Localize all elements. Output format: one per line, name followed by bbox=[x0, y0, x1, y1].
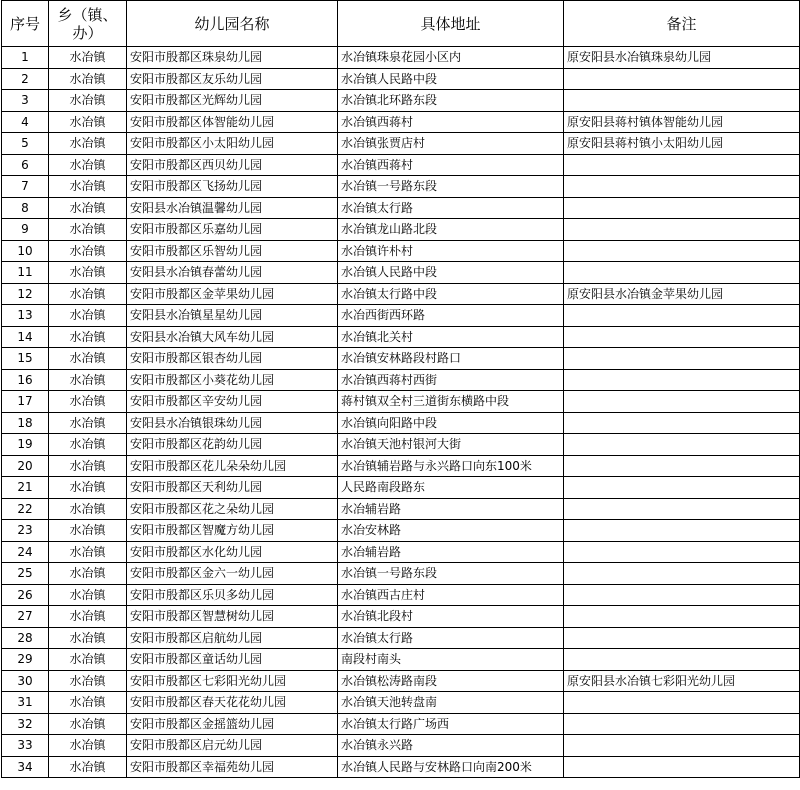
cell-kindergarten-name: 安阳市殷都区金苹果幼儿园 bbox=[127, 283, 338, 305]
cell-kindergarten-name: 安阳市殷都区西贝幼儿园 bbox=[127, 154, 338, 176]
cell-kindergarten-name: 安阳市殷都区银杏幼儿园 bbox=[127, 348, 338, 370]
cell-kindergarten-name: 安阳市殷都区金六一幼儿园 bbox=[127, 563, 338, 585]
cell-township: 水冶镇 bbox=[49, 240, 127, 262]
cell-address: 水冶镇太行路中段 bbox=[338, 283, 564, 305]
cell-township: 水冶镇 bbox=[49, 133, 127, 155]
cell-serial: 24 bbox=[2, 541, 49, 563]
cell-kindergarten-name: 安阳市殷都区天利幼儿园 bbox=[127, 477, 338, 499]
cell-township: 水冶镇 bbox=[49, 348, 127, 370]
cell-township: 水冶镇 bbox=[49, 391, 127, 413]
cell-address: 南段村南头 bbox=[338, 649, 564, 671]
cell-kindergarten-name: 安阳市殷都区金摇篮幼儿园 bbox=[127, 713, 338, 735]
cell-address: 水冶镇太行路 bbox=[338, 197, 564, 219]
cell-remarks bbox=[564, 326, 800, 348]
cell-kindergarten-name: 安阳市殷都区友乐幼儿园 bbox=[127, 68, 338, 90]
cell-township: 水冶镇 bbox=[49, 455, 127, 477]
cell-remarks bbox=[564, 176, 800, 198]
cell-kindergarten-name: 安阳市殷都区花之朵幼儿园 bbox=[127, 498, 338, 520]
cell-township: 水冶镇 bbox=[49, 520, 127, 542]
cell-address: 水冶镇太行路广场西 bbox=[338, 713, 564, 735]
cell-address: 水冶镇珠泉花园小区内 bbox=[338, 47, 564, 69]
cell-address: 水冶辅岩路 bbox=[338, 541, 564, 563]
cell-township: 水冶镇 bbox=[49, 369, 127, 391]
cell-serial: 27 bbox=[2, 606, 49, 628]
table-row bbox=[2, 369, 800, 391]
table-row bbox=[2, 197, 800, 219]
cell-serial: 32 bbox=[2, 713, 49, 735]
cell-township: 水冶镇 bbox=[49, 692, 127, 714]
cell-kindergarten-name: 安阳市殷都区飞扬幼儿园 bbox=[127, 176, 338, 198]
cell-serial: 16 bbox=[2, 369, 49, 391]
cell-kindergarten-name: 安阳市殷都区小葵花幼儿园 bbox=[127, 369, 338, 391]
cell-address: 水冶镇西蒋村西街 bbox=[338, 369, 564, 391]
cell-kindergarten-name: 安阳市殷都区小太阳幼儿园 bbox=[127, 133, 338, 155]
cell-kindergarten-name: 安阳市殷都区乐贝多幼儿园 bbox=[127, 584, 338, 606]
table-row bbox=[2, 455, 800, 477]
header-remarks: 备注 bbox=[564, 1, 800, 47]
cell-kindergarten-name: 安阳县水冶镇温馨幼儿园 bbox=[127, 197, 338, 219]
cell-township: 水冶镇 bbox=[49, 735, 127, 757]
cell-kindergarten-name: 安阳市殷都区辛安幼儿园 bbox=[127, 391, 338, 413]
cell-address: 水冶镇一号路东段 bbox=[338, 176, 564, 198]
cell-township: 水冶镇 bbox=[49, 326, 127, 348]
header-kindergarten-name: 幼儿园名称 bbox=[127, 1, 338, 47]
cell-address: 水冶西街西环路 bbox=[338, 305, 564, 327]
cell-remarks bbox=[564, 756, 800, 778]
cell-township: 水冶镇 bbox=[49, 283, 127, 305]
cell-serial: 7 bbox=[2, 176, 49, 198]
cell-remarks bbox=[564, 563, 800, 585]
cell-remarks bbox=[564, 713, 800, 735]
table-row bbox=[2, 735, 800, 757]
table-row bbox=[2, 283, 800, 305]
table-row bbox=[2, 649, 800, 671]
cell-serial: 25 bbox=[2, 563, 49, 585]
cell-remarks bbox=[564, 305, 800, 327]
table-row bbox=[2, 670, 800, 692]
cell-serial: 18 bbox=[2, 412, 49, 434]
cell-address: 水冶镇天池村银河大街 bbox=[338, 434, 564, 456]
cell-serial: 3 bbox=[2, 90, 49, 112]
cell-township: 水冶镇 bbox=[49, 176, 127, 198]
kindergarten-table bbox=[1, 0, 800, 778]
cell-serial: 8 bbox=[2, 197, 49, 219]
cell-serial: 12 bbox=[2, 283, 49, 305]
cell-remarks bbox=[564, 219, 800, 241]
cell-serial: 22 bbox=[2, 498, 49, 520]
cell-township: 水冶镇 bbox=[49, 498, 127, 520]
cell-remarks bbox=[564, 412, 800, 434]
cell-address: 水冶镇辅岩路与永兴路口向东100米 bbox=[338, 455, 564, 477]
cell-serial: 29 bbox=[2, 649, 49, 671]
cell-remarks bbox=[564, 627, 800, 649]
cell-kindergarten-name: 安阳市殷都区花儿朵朵幼儿园 bbox=[127, 455, 338, 477]
cell-serial: 13 bbox=[2, 305, 49, 327]
table-row bbox=[2, 111, 800, 133]
cell-township: 水冶镇 bbox=[49, 434, 127, 456]
table-row bbox=[2, 47, 800, 69]
cell-kindergarten-name: 安阳市殷都区珠泉幼儿园 bbox=[127, 47, 338, 69]
cell-remarks bbox=[564, 262, 800, 284]
cell-serial: 4 bbox=[2, 111, 49, 133]
header-serial: 序号 bbox=[2, 1, 49, 47]
table-row bbox=[2, 434, 800, 456]
cell-remarks bbox=[564, 520, 800, 542]
cell-kindergarten-name: 安阳市殷都区智魔方幼儿园 bbox=[127, 520, 338, 542]
cell-address: 水冶镇张贾店村 bbox=[338, 133, 564, 155]
cell-address: 水冶镇人民路中段 bbox=[338, 68, 564, 90]
cell-township: 水冶镇 bbox=[49, 111, 127, 133]
cell-kindergarten-name: 安阳市殷都区智慧树幼儿园 bbox=[127, 606, 338, 628]
table-row bbox=[2, 219, 800, 241]
cell-address: 水冶镇向阳路中段 bbox=[338, 412, 564, 434]
cell-township: 水冶镇 bbox=[49, 563, 127, 585]
cell-address: 水冶镇一号路东段 bbox=[338, 563, 564, 585]
cell-serial: 28 bbox=[2, 627, 49, 649]
cell-kindergarten-name: 安阳市殷都区乐智幼儿园 bbox=[127, 240, 338, 262]
cell-address: 水冶镇人民路中段 bbox=[338, 262, 564, 284]
cell-remarks bbox=[564, 606, 800, 628]
cell-address: 水冶镇北关村 bbox=[338, 326, 564, 348]
cell-township: 水冶镇 bbox=[49, 197, 127, 219]
cell-serial: 21 bbox=[2, 477, 49, 499]
cell-remarks bbox=[564, 498, 800, 520]
cell-address: 水冶镇安林路段村路口 bbox=[338, 348, 564, 370]
cell-kindergarten-name: 安阳市殷都区乐嘉幼儿园 bbox=[127, 219, 338, 241]
cell-address: 水冶镇太行路 bbox=[338, 627, 564, 649]
cell-remarks bbox=[564, 692, 800, 714]
cell-kindergarten-name: 安阳市殷都区水化幼儿园 bbox=[127, 541, 338, 563]
table-row bbox=[2, 133, 800, 155]
table-row bbox=[2, 348, 800, 370]
header-township: 乡（镇、办） bbox=[49, 1, 127, 47]
cell-township: 水冶镇 bbox=[49, 584, 127, 606]
cell-remarks bbox=[564, 541, 800, 563]
cell-remarks: 原安阳县蒋村镇体智能幼儿园 bbox=[564, 111, 800, 133]
table-row bbox=[2, 627, 800, 649]
cell-kindergarten-name: 安阳市殷都区启航幼儿园 bbox=[127, 627, 338, 649]
table-row bbox=[2, 756, 800, 778]
cell-remarks: 原安阳县蒋村镇小太阳幼儿园 bbox=[564, 133, 800, 155]
cell-remarks bbox=[564, 434, 800, 456]
cell-remarks bbox=[564, 369, 800, 391]
table-row bbox=[2, 68, 800, 90]
cell-township: 水冶镇 bbox=[49, 305, 127, 327]
cell-township: 水冶镇 bbox=[49, 477, 127, 499]
cell-remarks bbox=[564, 735, 800, 757]
cell-serial: 10 bbox=[2, 240, 49, 262]
cell-address: 蒋村镇双全村三道街东横路中段 bbox=[338, 391, 564, 413]
table-row bbox=[2, 240, 800, 262]
table-row bbox=[2, 713, 800, 735]
cell-kindergarten-name: 安阳市殷都区童话幼儿园 bbox=[127, 649, 338, 671]
cell-serial: 31 bbox=[2, 692, 49, 714]
cell-serial: 15 bbox=[2, 348, 49, 370]
cell-address: 水冶镇永兴路 bbox=[338, 735, 564, 757]
cell-township: 水冶镇 bbox=[49, 756, 127, 778]
cell-township: 水冶镇 bbox=[49, 47, 127, 69]
table-row bbox=[2, 90, 800, 112]
cell-address: 水冶镇松涛路南段 bbox=[338, 670, 564, 692]
cell-serial: 30 bbox=[2, 670, 49, 692]
cell-remarks bbox=[564, 477, 800, 499]
cell-remarks bbox=[564, 391, 800, 413]
cell-township: 水冶镇 bbox=[49, 154, 127, 176]
cell-kindergarten-name: 安阳县水冶镇春蕾幼儿园 bbox=[127, 262, 338, 284]
cell-township: 水冶镇 bbox=[49, 670, 127, 692]
cell-kindergarten-name: 安阳市殷都区花韵幼儿园 bbox=[127, 434, 338, 456]
table-body bbox=[2, 47, 800, 778]
cell-serial: 23 bbox=[2, 520, 49, 542]
cell-township: 水冶镇 bbox=[49, 68, 127, 90]
cell-address: 人民路南段路东 bbox=[338, 477, 564, 499]
cell-address: 水冶镇西蒋村 bbox=[338, 154, 564, 176]
cell-serial: 19 bbox=[2, 434, 49, 456]
header-row bbox=[2, 1, 800, 47]
cell-serial: 14 bbox=[2, 326, 49, 348]
cell-address: 水冶镇西古庄村 bbox=[338, 584, 564, 606]
cell-township: 水冶镇 bbox=[49, 606, 127, 628]
cell-kindergarten-name: 安阳市殷都区七彩阳光幼儿园 bbox=[127, 670, 338, 692]
cell-township: 水冶镇 bbox=[49, 412, 127, 434]
cell-address: 水冶镇龙山路北段 bbox=[338, 219, 564, 241]
table-row bbox=[2, 692, 800, 714]
table-row bbox=[2, 541, 800, 563]
cell-township: 水冶镇 bbox=[49, 713, 127, 735]
cell-remarks: 原安阳县水冶镇珠泉幼儿园 bbox=[564, 47, 800, 69]
cell-serial: 5 bbox=[2, 133, 49, 155]
table-row bbox=[2, 305, 800, 327]
cell-township: 水冶镇 bbox=[49, 90, 127, 112]
table-row bbox=[2, 326, 800, 348]
cell-remarks bbox=[564, 584, 800, 606]
cell-township: 水冶镇 bbox=[49, 262, 127, 284]
table-row bbox=[2, 477, 800, 499]
table-row bbox=[2, 391, 800, 413]
table-row bbox=[2, 412, 800, 434]
cell-remarks bbox=[564, 154, 800, 176]
table-row bbox=[2, 498, 800, 520]
table-row bbox=[2, 176, 800, 198]
cell-serial: 1 bbox=[2, 47, 49, 69]
cell-address: 水冶镇许朴村 bbox=[338, 240, 564, 262]
table-row bbox=[2, 262, 800, 284]
table-row bbox=[2, 154, 800, 176]
cell-kindergarten-name: 安阳县水冶镇星星幼儿园 bbox=[127, 305, 338, 327]
cell-remarks: 原安阳县水冶镇金苹果幼儿园 bbox=[564, 283, 800, 305]
cell-remarks bbox=[564, 68, 800, 90]
cell-address: 水冶镇北段村 bbox=[338, 606, 564, 628]
cell-serial: 11 bbox=[2, 262, 49, 284]
cell-remarks bbox=[564, 197, 800, 219]
cell-kindergarten-name: 安阳市殷都区启元幼儿园 bbox=[127, 735, 338, 757]
cell-serial: 33 bbox=[2, 735, 49, 757]
cell-serial: 17 bbox=[2, 391, 49, 413]
cell-kindergarten-name: 安阳市殷都区幸福苑幼儿园 bbox=[127, 756, 338, 778]
cell-serial: 9 bbox=[2, 219, 49, 241]
cell-kindergarten-name: 安阳市殷都区光辉幼儿园 bbox=[127, 90, 338, 112]
cell-remarks bbox=[564, 90, 800, 112]
cell-address: 水冶镇西蒋村 bbox=[338, 111, 564, 133]
header-address: 具体地址 bbox=[338, 1, 564, 47]
table-row bbox=[2, 563, 800, 585]
cell-township: 水冶镇 bbox=[49, 541, 127, 563]
cell-remarks bbox=[564, 649, 800, 671]
cell-serial: 2 bbox=[2, 68, 49, 90]
cell-remarks bbox=[564, 455, 800, 477]
cell-remarks bbox=[564, 348, 800, 370]
cell-serial: 20 bbox=[2, 455, 49, 477]
cell-address: 水冶辅岩路 bbox=[338, 498, 564, 520]
cell-address: 水冶镇天池转盘南 bbox=[338, 692, 564, 714]
cell-serial: 26 bbox=[2, 584, 49, 606]
cell-remarks: 原安阳县水冶镇七彩阳光幼儿园 bbox=[564, 670, 800, 692]
cell-remarks bbox=[564, 240, 800, 262]
table-row bbox=[2, 584, 800, 606]
cell-township: 水冶镇 bbox=[49, 627, 127, 649]
cell-kindergarten-name: 安阳市殷都区春天花花幼儿园 bbox=[127, 692, 338, 714]
cell-address: 水冶镇人民路与安林路口向南200米 bbox=[338, 756, 564, 778]
cell-kindergarten-name: 安阳县水冶镇大风车幼儿园 bbox=[127, 326, 338, 348]
cell-kindergarten-name: 安阳县水冶镇银珠幼儿园 bbox=[127, 412, 338, 434]
cell-township: 水冶镇 bbox=[49, 219, 127, 241]
cell-address: 水冶镇北环路东段 bbox=[338, 90, 564, 112]
cell-serial: 6 bbox=[2, 154, 49, 176]
table-row bbox=[2, 606, 800, 628]
cell-kindergarten-name: 安阳市殷都区体智能幼儿园 bbox=[127, 111, 338, 133]
table-row bbox=[2, 520, 800, 542]
cell-serial: 34 bbox=[2, 756, 49, 778]
table-header bbox=[2, 1, 800, 47]
cell-township: 水冶镇 bbox=[49, 649, 127, 671]
cell-address: 水冶安林路 bbox=[338, 520, 564, 542]
